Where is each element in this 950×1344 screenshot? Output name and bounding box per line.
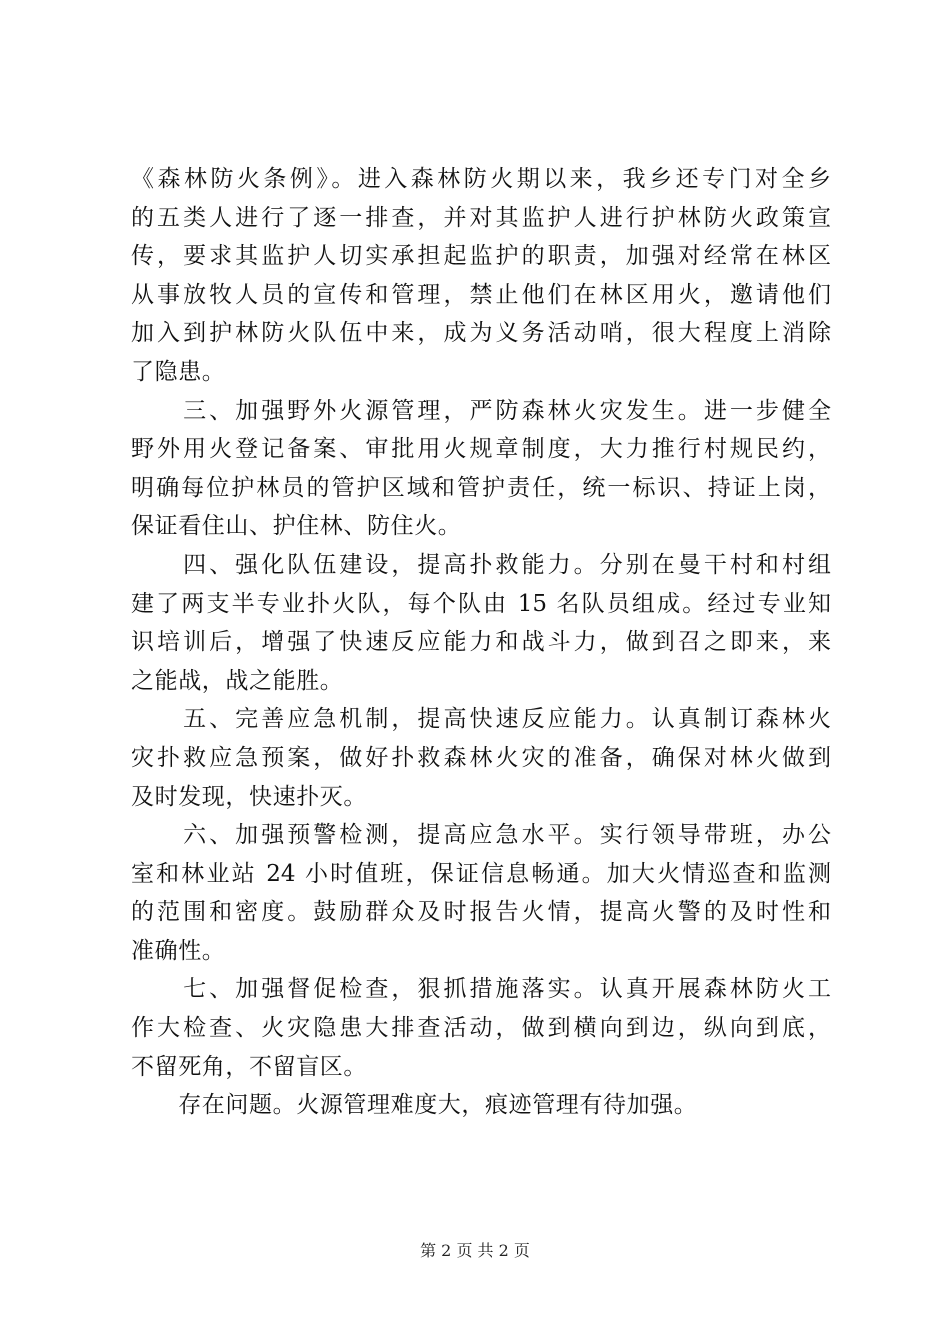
text-line: 建了两支半专业扑火队，每个队由 15 名队员组成。经过专业知 [131, 590, 831, 617]
text-line: 四、强化队伍建设，提高扑救能力。分别在曼干村和村组 [131, 551, 831, 578]
text-line: 七、加强督促检查，狠抓措施落实。认真开展森林防火工 [131, 976, 831, 1003]
text-line: 存在问题。火源管理难度大，痕迹管理有待加强。 [131, 1092, 698, 1119]
text-line: 野外用火登记备案、审批用火规章制度，大力推行村规民约， [131, 436, 831, 463]
text-line: 六、加强预警检测，提高应急水平。实行领导带班，办公 [131, 822, 831, 849]
text-line: 的范围和密度。鼓励群众及时报告火情，提高火警的及时性和 [131, 899, 831, 926]
text-line: 从事放牧人员的宣传和管理，禁止他们在林区用火，邀请他们 [131, 281, 831, 308]
text-line: 了隐患。 [131, 358, 226, 385]
page-footer: 第 2 页 共 2 页 [420, 1241, 530, 1260]
text-line: 保证看住山、护住林、防住火。 [131, 513, 462, 540]
text-line: 之能战，战之能胜。 [131, 667, 344, 694]
text-line: 的五类人进行了逐一排查，并对其监护人进行护林防火政策宣 [131, 204, 831, 231]
text-line: 室和林业站 24 小时值班，保证信息畅通。加大火情巡查和监测 [131, 860, 831, 887]
text-line: 明确每位护林员的管护区域和管护责任，统一标识、持证上岗， [131, 474, 831, 501]
text-line: 准确性。 [131, 937, 226, 964]
text-line: 作大检查、火灾隐患大排查活动，做到横向到边，纵向到底， [131, 1015, 831, 1042]
document-body [131, 160, 831, 1125]
text-line: 不留死角，不留盲区。 [131, 1053, 367, 1080]
text-line: 加入到护林防火队伍中来，成为义务活动哨，很大程度上消除 [131, 320, 831, 347]
text-line: 灾扑救应急预案，做好扑救森林火灾的准备，确保对林火做到 [131, 744, 831, 771]
text-line: 及时发现，快速扑灭。 [131, 783, 367, 810]
text-line: 识培训后，增强了快速反应能力和战斗力，做到召之即来，来 [131, 629, 831, 656]
text-line: 《森林防火条例》。进入森林防火期以来，我乡还专门对全乡 [131, 166, 831, 192]
text-line: 五、完善应急机制，提高快速反应能力。认真制订森林火 [131, 706, 831, 733]
text-line: 传，要求其监护人切实承担起监护的职责，加强对经常在林区 [131, 243, 831, 270]
text-line: 三、加强野外火源管理，严防森林火灾发生。进一步健全 [131, 397, 831, 424]
